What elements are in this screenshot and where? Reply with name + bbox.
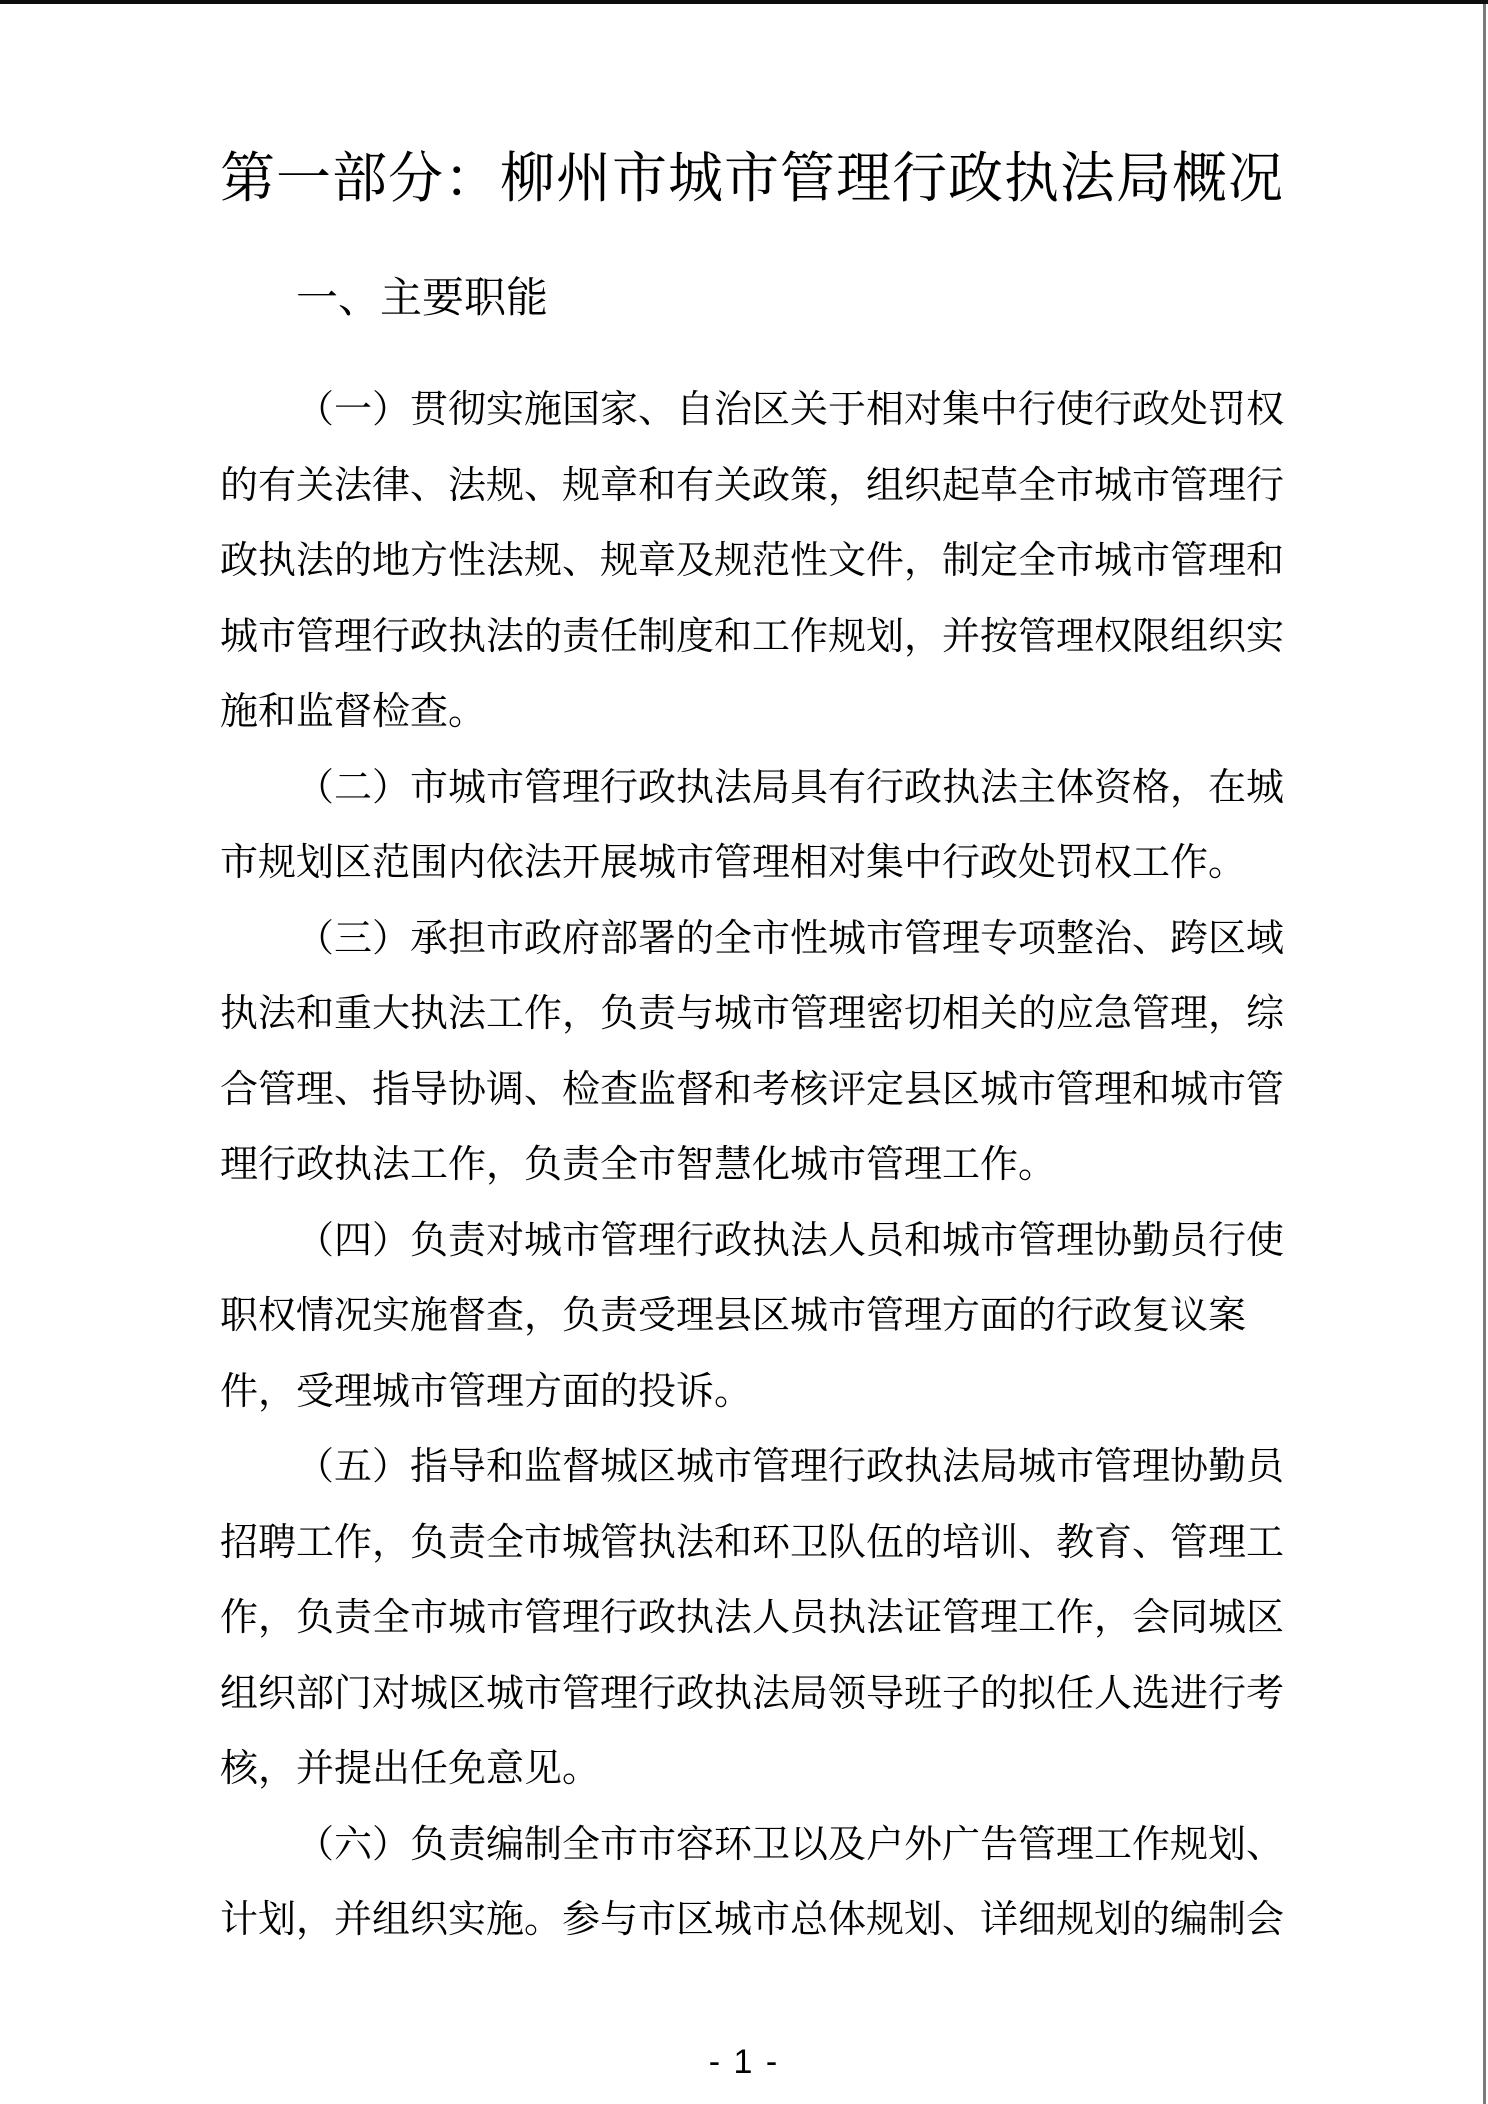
body-line: （六）负责编制全市市容环卫以及户外广告管理工作规划、 xyxy=(296,1823,1285,1866)
body-line: （二）市城市管理行政执法局具有行政执法主体资格，在城 xyxy=(296,766,1285,809)
body-line: 执法和重大执法工作，负责与城市管理密切相关的应急管理，综 xyxy=(220,993,1285,1035)
body-line: （三）承担市政府部署的全市性城市管理专项整治、跨区域 xyxy=(296,917,1285,960)
section-heading: 一、主要职能 xyxy=(296,274,549,321)
body-line: 合管理、指导协调、检查监督和考核评定县区城市管理和城市管 xyxy=(220,1068,1285,1111)
body-line: 理行政执法工作，负责全市智慧化城市管理工作。 xyxy=(220,1144,1057,1186)
body-line: 市规划区范围内依法开展城市管理相对集中行政处罚权工作。 xyxy=(220,842,1247,884)
scan-artifact-right-edge-line xyxy=(1483,4,1486,2104)
body-line: （四）负责对城市管理行政执法人员和城市管理协勤员行使 xyxy=(296,1219,1285,1262)
body-line: 的有关法律、法规、规章和有关政策，组织起草全市城市管理行 xyxy=(220,464,1285,507)
page-number: - 1 - xyxy=(708,2043,780,2081)
body-line: 核，并提出任免意见。 xyxy=(220,1748,601,1790)
body-line: 件，受理城市管理方面的投诉。 xyxy=(220,1370,753,1413)
body-line: （五）指导和监督城区城市管理行政执法局城市管理协勤员 xyxy=(296,1446,1285,1488)
page-title: 第一部分：柳州市城市管理行政执法局概况 xyxy=(220,147,1285,209)
body-line: 计划，并组织实施。参与市区城市总体规划、详细规划的编制会 xyxy=(220,1899,1285,1941)
body-line: 招聘工作，负责全市城管执法和环卫队伍的培训、教育、管理工 xyxy=(220,1521,1285,1564)
body-line: 职权情况实施督查，负责受理县区城市管理方面的行政复议案 xyxy=(220,1295,1247,1337)
body-line: 施和监督检查。 xyxy=(220,691,487,733)
body-line: 政执法的地方性法规、规章及规范性文件，制定全市城市管理和 xyxy=(220,540,1285,582)
body-text-block xyxy=(220,373,1284,1959)
body-line: 组织部门对城区城市管理行政执法局领导班子的拟任人选进行考 xyxy=(220,1672,1285,1715)
body-line: 作，负责全市城市管理行政执法人员执法证管理工作，会同城区 xyxy=(220,1597,1285,1639)
scan-artifact-top-bar xyxy=(0,0,1488,4)
body-line: 城市管理行政执法的责任制度和工作规划，并按管理权限组织实 xyxy=(220,615,1285,658)
body-line: （一）贯彻实施国家、自治区关于相对集中行使行政处罚权 xyxy=(296,389,1285,431)
